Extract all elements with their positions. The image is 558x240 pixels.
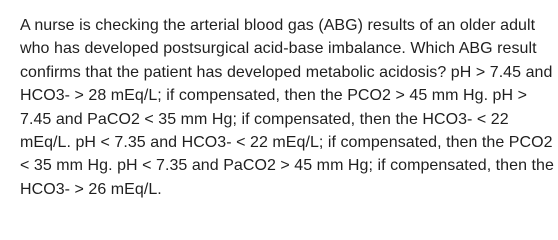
question-text: A nurse is checking the arterial blood gas (ABG) results of an older adult who has developed postsurgical acid-base imbalance. Which ABG result confirms that the patient has developed metabolic acidosis? pH > 7.45 and HCO3- > 28 mEq/L; if compensated, then the PCO2 > 45 mm Hg. pH > 7.45 and PaCO2 < 35 mm Hg; if compensated, then the HCO3- < 22 mEq/L. pH < 7.35 and HCO3- < 22 mEq/L; if compensated, then the PCO2 < 35 mm Hg. pH < 7.35 and PaCO2 > 45 mm Hg; if compensated, then the HCO3- > 26 mEq/L. [20, 17, 554, 198]
